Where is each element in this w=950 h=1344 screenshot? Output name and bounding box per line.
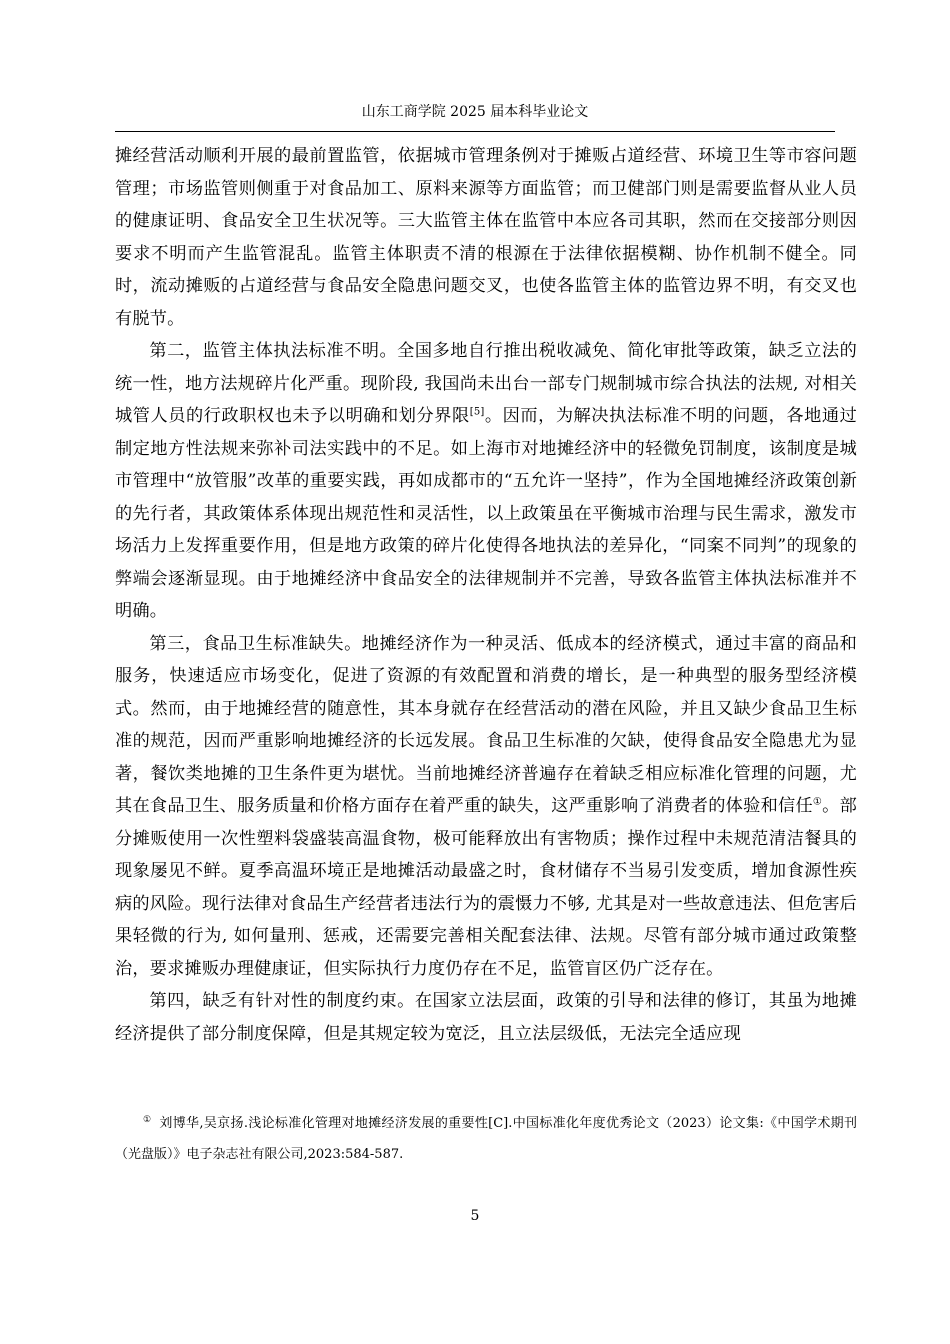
paragraph-3: [115, 628, 857, 986]
paragraph-2: [115, 335, 857, 628]
body-text: [115, 140, 857, 1050]
paragraph-3-text-b: 。部分摊贩使用一次性塑料袋盛装高温食物，极可能释放出有害物质；操作过程中未规范清洁餐具的现象屡见不鲜。夏季高温环境正是地摊活动最盛之时，食材储存不当易引发变质，增加食源性疾病的风险。现行法律对食品生产经营者违法行为的震慑力不够, 尤其是对一些故意违法、但危害后果轻微的行为, 如何量刑、惩戒，还需要完善相关配套法律、法规。尽管有部分城市通过政策整治，要求摊贩办理健康证，但实际执行力度仍存在不足，监管盲区仍广泛存在。: [115, 796, 857, 979]
paragraph-2-text-a: 第二，监管主体执法标准不明。全国多地自行推出税收减免、简化审批等政策，缺乏立法的统一性，地方法规碎片化严重。现阶段, 我国尚未出台一部专门规制城市综合执法的法规, 对相关城管人员的行政职权也未予以明确和划分界限: [115, 341, 857, 426]
footnote-reference: ①: [812, 796, 823, 808]
paragraph-2-text-b: 。因而，为解决执法标准不明的问题，各地通过制定地方性法规来弥补司法实践中的不足。如上海市对地摊经济中的轻微免罚制度，该制度是城市管理中“放管服”改革的重要实践，再如成都市的“五允许一坚持”，作为全国地摊经济政策创新的先行者，其政策体系体现出规范性和灵活性，以上政策虽在平衡城市治理与民生需求，激发市场活力上发挥重要作用，但是地方政策的碎片化使得各地执法的差异化，“同案不同判”的现象的弊端会逐渐显现。由于地摊经济中食品安全的法律规制并不完善，导致各监管主体执法标准并不明确。: [115, 406, 857, 621]
header-rule: [115, 131, 835, 132]
running-header: 山东工商学院 2025 届本科毕业论文: [361, 104, 589, 120]
citation-5: [5]: [469, 406, 485, 418]
paragraph-3-text-a: 第三，食品卫生标准缺失。地摊经济作为一种灵活、低成本的经济模式，通过丰富的商品和服务，快速适应市场变化，促进了资源的有效配置和消费的增长，是一种典型的服务型经济模式。然而，由于地摊经营的随意性，其本身就存在经营活动的潜在风险，并且又缺少食品卫生标准的规范，因而严重影响地摊经济的长远发展。食品卫生标准的欠缺，使得食品安全隐患尤为显著，餐饮类地摊的卫生条件更为堪忧。当前地摊经济普遍存在着缺乏相应标准化管理的问题，尤其在食品卫生、服务质量和价格方面存在着严重的缺失，这严重影响了消费者的体验和信任: [115, 633, 857, 816]
paragraph-4: 第四，缺乏有针对性的制度约束。在国家立法层面，政策的引导和法律的修订，其虽为地摊经济提供了部分制度保障，但是其规定较为宽泛，且立法层级低，无法完全适应现: [115, 991, 857, 1044]
paragraph-1: 摊经营活动顺利开展的最前置监管，依据城市管理条例对于摊贩占道经营、环境卫生等市容问题管理；市场监管则侧重于对食品加工、原料来源等方面监管；而卫健部门则是需要监督从业人员的健康证明、食品安全卫生状况等。三大监管主体在监管中本应各司其职，然而在交接部分则因要求不明而产生监管混乱。监管主体职责不清的根源在于法律依据模糊、协作机制不健全。同时，流动摊贩的占道经营与食品安全隐患问题交叉，也使各监管主体的监管边界不明，有交叉也有脱节。: [115, 146, 857, 329]
footnote: ① 刘博华,吴京扬.浅论标准化管理对地摊经济发展的重要性[C].中国标准化年度优秀论文（2023）论文集:《中国学术期刊（光盘版）》电子杂志社有限公司,2023:584-587.: [115, 1114, 857, 1162]
footnote-text: 刘博华,吴京扬.浅论标准化管理对地摊经济发展的重要性[C].中国标准化年度优秀论文（2023）论文集:《中国学术期刊（光盘版）》电子杂志社有限公司,2023:584-587.: [115, 1116, 857, 1162]
page-number: 5: [470, 1208, 480, 1224]
